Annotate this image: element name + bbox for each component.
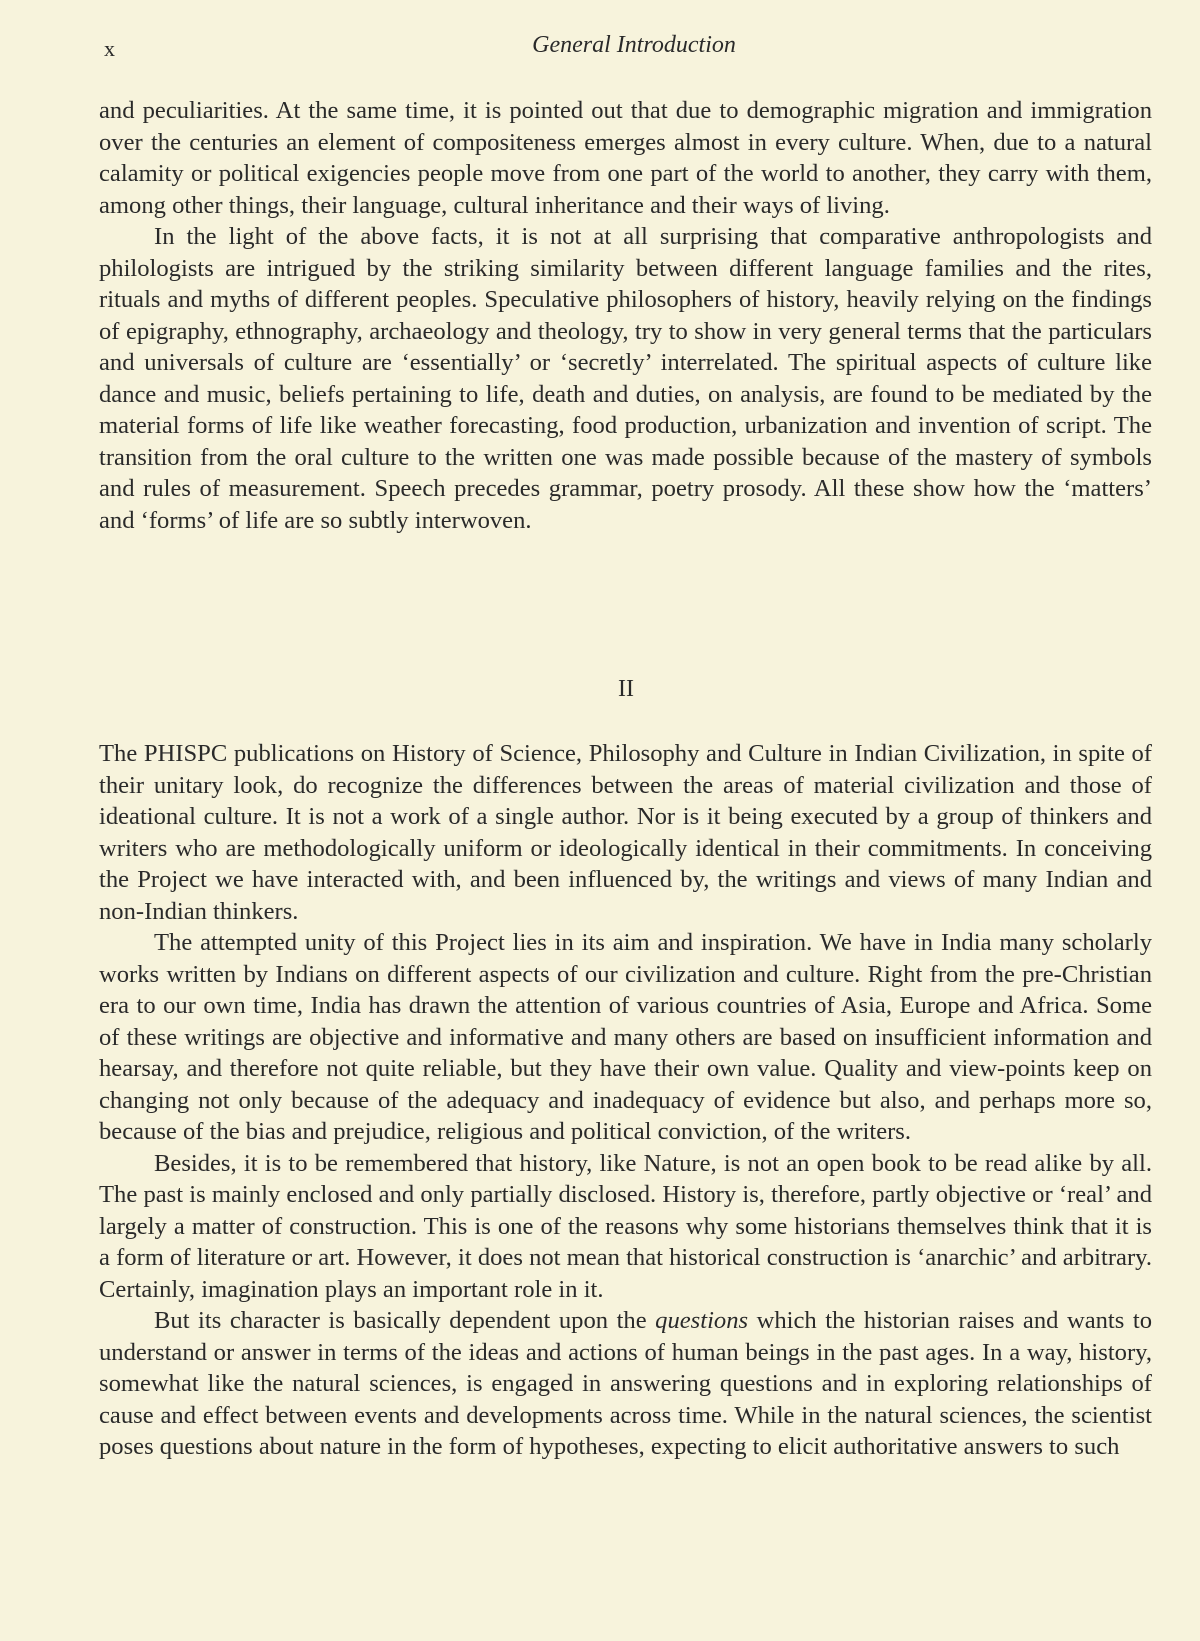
section-one-text [99, 95, 1152, 536]
page-header [96, 32, 1152, 68]
emphasized-word: questions [655, 1307, 749, 1334]
section-two-text [99, 738, 1152, 1463]
paragraph-text-end: which the historian raises and wants to understand or answer in terms of the ideas and actions of human beings in the past ages. In a way, history, somewhat like the natural sciences, is engaged in answering questions and in exploring relationships of cause and effect between events and developments across time. While in the natural sciences, the scientist poses questions about nature in the form of hypotheses, expecting to elicit authoritative answers to such [99, 1307, 1152, 1460]
page-number: x [104, 36, 115, 61]
paragraph: The PHISPC publications on History of Science, Philosophy and Culture in Indian Civilization, in spite of their unitary look, do recognize the differences between the areas of material civilization and those of ideational culture. It is not a work of a single author. Nor is it being executed by a group of thinkers and writers who are methodologically uniform or ideologically identical in their commitments. In conceiving the Project we have interacted with, and been influenced by, the writings and views of many Indian and non-Indian thinkers. [99, 740, 1152, 925]
paragraph [99, 1305, 1152, 1463]
paragraph: and peculiarities. At the same time, it is pointed out that due to demographic migration and immigration over the centuries an element of compositeness emerges almost in every culture. When, due to a natural calamity or political exigencies people move from one part of the world to another, they carry with them, among other things, their language, cultural inheritance and their ways of living. [99, 97, 1152, 219]
paragraph: In the light of the above facts, it is not at all surprising that comparative anthropologists and philologists are intrigued by the striking similarity between different language families and the rites, rituals and myths of different peoples. Speculative philosophers of history, heavily relying on the findings of epigraphy, ethnography, archaeology and theology, try to show in very general terms that the particulars and universals of culture are ‘essentially’ or ‘secretly’ interrelated. The spiritual aspects of culture like dance and music, beliefs pertaining to life, death and duties, on analysis, are found to be mediated by the material forms of life like weather forecasting, food production, urbanization and invention of script. The transition from the oral culture to the written one was made possible because of the mastery of symbols and rules of measurement. Speech precedes grammar, poetry prosody. All these show how the ‘matters’ and ‘forms’ of life are so subtly interwoven. [99, 223, 1152, 534]
paragraph-text-start: But its character is basically dependent upon the [154, 1307, 656, 1334]
paragraph: Besides, it is to be remembered that history, like Nature, is not an open book to be read alike by all. The past is mainly enclosed and only partially disclosed. History is, therefore, partly objective or ‘real’ and largely a matter of construction. This is one of the reasons why some historians themselves think that it is a form of literature or art. However, it does not mean that historical construction is ‘anarchic’ and arbitrary. Certainly, imagination plays an important role in it. [99, 1149, 1152, 1303]
section-heading: II [618, 676, 634, 702]
paragraph: The attempted unity of this Project lies in its aim and inspiration. We have in India many scholarly works written by Indians on different aspects of our civilization and culture. Right from the pre-Christian era to our own time, India has drawn the attention of various countries of Asia, Europe and Africa. Some of these writings are objective and informative and many others are based on insufficient information and hearsay, and therefore not quite reliable, but they have their own value. Quality and view-points keep on changing not only because of the adequacy and inadequacy of evidence but also, and perhaps more so, because of the bias and prejudice, religious and political conviction, of the writers. [99, 929, 1152, 1145]
running-head: General Introduction [532, 32, 736, 58]
